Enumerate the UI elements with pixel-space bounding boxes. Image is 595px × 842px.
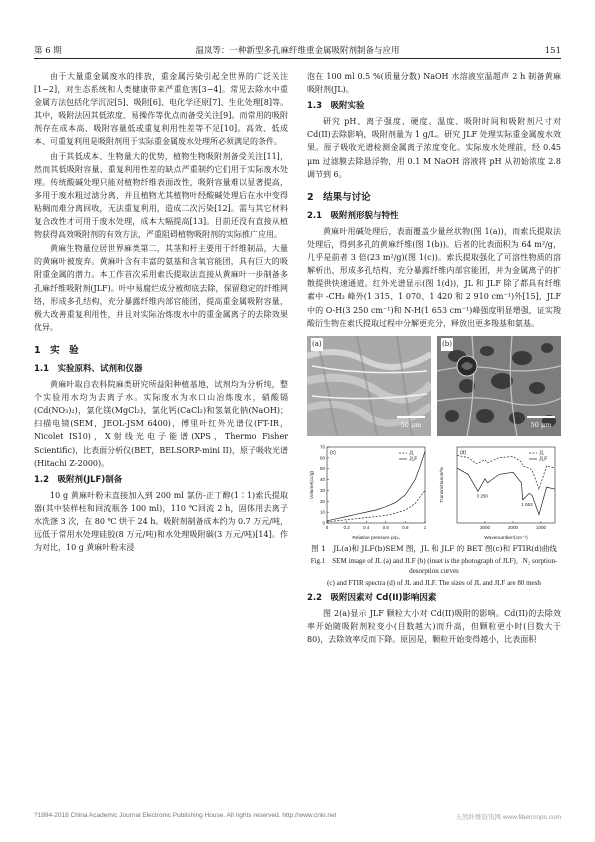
- ftir-chart: [437, 439, 561, 541]
- panel-label-b: (b): [441, 338, 453, 351]
- x-tick-label: 0.6: [382, 524, 389, 530]
- panel-label-a: (a): [311, 338, 323, 351]
- sem-image-jl: [307, 336, 431, 436]
- intro-paragraph-2: 由于其低成本、生物量大的优势，植物生物吸附剂备受关注[11]，然而其低吸附容量、重复利用性差的缺点严重制约它们用于实际废水处理。传统酸碱处理只能对植物纤维表面改性，吸附容量难以显著提高，多用于废水粗过滤分离，并且植物尤其植物叶经酸碱处理后在水中变得粘稠而难分离回收，无法重复利用，造成二次污染[12]。需与其它材料复合改性才可用于废水处理，成本大幅提高[13]。目前还没有直接从植物获得高效吸附剂的有效方法，严重阻碍植物吸附剂的实际推广应用。: [34, 151, 288, 240]
- legend-label-jlf: JLF: [539, 456, 548, 463]
- watermark-text: 天然纤维资讯网 www.fibercrops.com: [455, 814, 561, 821]
- y-tick-label: 60: [319, 455, 325, 461]
- sem-image-jlf: [437, 336, 561, 436]
- preparation-continued: 泡在 100 ml 0.5 %(质量分数) NaOH 水溶液室温超声 2 h 制备黄麻吸附剂(JL)。: [307, 72, 561, 95]
- materials-paragraph: 黄麻叶取自农科院麻类研究所益阳种植基地，试剂均为分析纯，整个实验用水均为去离子水。实际废水为水口山冶炼废水，硝酸镉(Cd(NO₃)₂)，氯化镁(MgCl₂)，氯化钙(CaCl₂)和氢氧化钠(NaOH)；扫描电镜(SEM，JEOL-JSM 6400)，傅里叶红外光谱仪(FT-IR，Nicolet IS10)，X射线光电子能谱(XPS，Thermo Fisher Scientific)，比表面分析仪(BET，BELSORP-mini II)，原子吸收光谱(Hitachi Z-2000)。: [34, 380, 288, 468]
- y-tick-label: 10: [319, 509, 325, 515]
- x-axis-label: Wavenumber/(cm⁻¹): [484, 535, 528, 541]
- y-tick-label: 40: [319, 476, 325, 482]
- peak-label-1653: 1 653: [521, 501, 533, 507]
- issue-number: 第 6 期: [34, 46, 62, 56]
- panel-label-c: (c): [330, 449, 336, 456]
- right-column: [307, 70, 561, 647]
- intro-paragraph-1: 由于大量重金属废水的排放，重金属污染引起全世界的广泛关注[1−2]，对生态系统和人类健康带来严重危害[3−4]。常见去除水中重金属方法包括化学沉淀[5]、吸附[6]、电化学还原[7]、生化处理[8]等。其中，吸附法因其低浓度、易操作等优点而备受关注[9]。而常用的吸附剂存在成本高、吸附容量低或重复利用性差等不足[10]。高效、低成本、可重复利用是吸附剂用于实际重金属废水处理所必须满足的条件。: [34, 72, 288, 147]
- bet-chart: [307, 439, 431, 541]
- intro-paragraph-3: 黄麻生物量位居世界麻类第二，其茎和杆主要用于纤维制品，大量的黄麻叶被废弃。黄麻叶含有丰富的氨基和含氧官能团，具有巨大的吸附重金属的潜力。本工作首次采用索氏提取法直接从黄麻叶一步制备多孔麻纤维吸附剂(JLF)。叶中易腐烂成分被彻底去除，保留稳定的纤维网络，形成多孔结构，充分暴露纤维内部官能团，提高重金属吸附容量，极大改善重复利用性，并且对实际冶炼废水中的重金属离子的去除效果优异。: [34, 244, 288, 332]
- page-header: [34, 44, 561, 59]
- figure-caption-cn: 图 1 JL(a)和 JLF(b)SEM 图，JL 和 JLF 的 BET 图(c)和 FTIR(d)曲线: [311, 543, 557, 553]
- subsection-heading-2-2: 2.2 吸附因素对 Cd(II)影响因素: [307, 592, 437, 603]
- page-number: 151: [544, 46, 561, 56]
- x-tick-label: 1000: [535, 524, 547, 530]
- figure-caption-en-1: Fig.1 SEM image of JL (a) and JLF (b) (inset is the photograph of JLF)，N₂ sorption-desorption curves: [310, 556, 558, 575]
- panel-label-d: (d): [460, 449, 467, 456]
- subsection-heading-1-1: 1.1 实验原料、试剂和仪器: [34, 363, 143, 374]
- subsection-heading-2-1: 2.1 吸附剂形貌与特性: [307, 210, 399, 221]
- x-tick-label: 1: [423, 524, 427, 530]
- y-tick-label: 20: [319, 498, 325, 504]
- preparation-paragraph: 10 g 黄麻叶粉末直接加入到 200 ml 氯仿-正丁醇(1∶1)索氏提取器(其中装样柱和回流瓶各 100 ml)，110 ℃回流 2 h，固体用去离子水洗涤 3 次，在 80 ℃ 烘干 24 h。吸附剂制备成本约为 0.7 万元/吨，远低于常用水处理硅胶(8 万元/吨)和水处理吸附碳(3 万元/吨)[14]。作为对比，10 g 黄麻叶粉末浸: [34, 490, 288, 553]
- y-tick-label: 70: [319, 444, 325, 450]
- legend-label-jl: JL: [539, 450, 545, 457]
- series-line-jlf: [457, 468, 555, 514]
- scale-bar-b: 50 μm: [527, 416, 555, 432]
- subsection-heading-1-3: 1.3 吸附实验: [307, 101, 365, 112]
- peak-label-3250: 3 250: [476, 493, 488, 499]
- page-footer: [34, 812, 561, 819]
- morphology-paragraph: 黄麻叶用碱处理后，表面覆盖少量丝状物(图 1(a))，而索氏提取法处理后，得到多孔的黄麻纤维(图 1(b))。后者的比表面积为 64 m²/g，几乎是前者 3 倍(23 m²/g)(图 1(c))。索氏提取强化了可溶性物质的溶解析出，形成多孔结构，充分暴露纤维内部官能团，并为金属离子的扩散提供快速通道。红外光谱显示(图 1(d))，JL 和 JLF 除了都具有纤维素中 -CH₂ 峰外(1 315、1 070、1 420 和 2 910 cm⁻¹)外[15]，JLF 中的 O-H(3 250 cm⁻¹)和 N-H(1 653 cm⁻¹)峰强度明显增强，证实羧酸衍生物在索氏提取过程中分解更充分，释放出更多羧基和氨基。: [307, 226, 561, 328]
- adsorption-paragraph: 研究 pH、离子强度、硬度、温度、吸附时间和吸附剂尺寸对 Cd(II)去除影响，吸附剂量为 1 g/L。研究 JLF 处理实际重金属废水效果。原子吸收光谱检测金属离子浓度变化。实际废水处理前，经 0.45 μm 过滤膜去除悬浮物，用 0.1 M NaOH 溶液将 pH 从初始浓度 2.8 调节到 6。: [307, 117, 561, 179]
- x-tick-label: 0.4: [363, 524, 370, 530]
- y-tick-label: 0: [322, 520, 325, 526]
- copyright-line: ?1994-2018 China Academic Journal Electronic Publishing House. All rights reserved. http://www.cnki.net: [34, 812, 337, 819]
- subsection-heading-1-2: 1.2 吸附剂(JLF)制备: [34, 474, 123, 485]
- y-axis-label: Volume(cc/g): [310, 470, 315, 499]
- x-tick-label: 0.8: [402, 524, 409, 530]
- y-tick-label: 50: [319, 465, 325, 471]
- x-tick-label: 0: [325, 524, 329, 530]
- section-heading-results: 2 结果与讨论: [307, 191, 371, 203]
- scale-bar-a: 50 μm: [397, 416, 425, 432]
- y-axis-label: Transmittance/%: [440, 466, 445, 503]
- x-tick-label: 0.2: [343, 524, 350, 530]
- figure-caption-en-2: (c) and FTIR spectra (d) of JL and JLF. The sizes of JL and JLF are 80 mesh: [327, 578, 541, 587]
- legend-label-jl: JL: [409, 450, 415, 457]
- x-tick-label: 3000: [479, 524, 491, 530]
- y-tick-label: 30: [319, 487, 325, 493]
- x-tick-label: 2000: [507, 524, 519, 530]
- left-column: [34, 70, 288, 555]
- series-line-jl: [327, 490, 425, 522]
- running-title: 温岚等：一种新型多孔麻纤维重金属吸附剂制备与应用: [195, 46, 400, 56]
- section-heading-experiment: 1 实 验: [34, 344, 79, 356]
- x-axis-label: Relative pressure p/p₀: [352, 535, 400, 541]
- legend-label-jlf: JLF: [409, 456, 418, 463]
- factors-paragraph: 图 2(a)显示 JLF 颗粒大小对 Cd(II)吸附的影响。Cd(II)的去除效率开始随吸附剂粒变小(目数越大)而升高，但颗粒更小时(目数大于 80)，去除效率反而下降。原因是，颗粒开始变得越小，比表面积: [307, 608, 561, 644]
- figure-1: [307, 336, 561, 588]
